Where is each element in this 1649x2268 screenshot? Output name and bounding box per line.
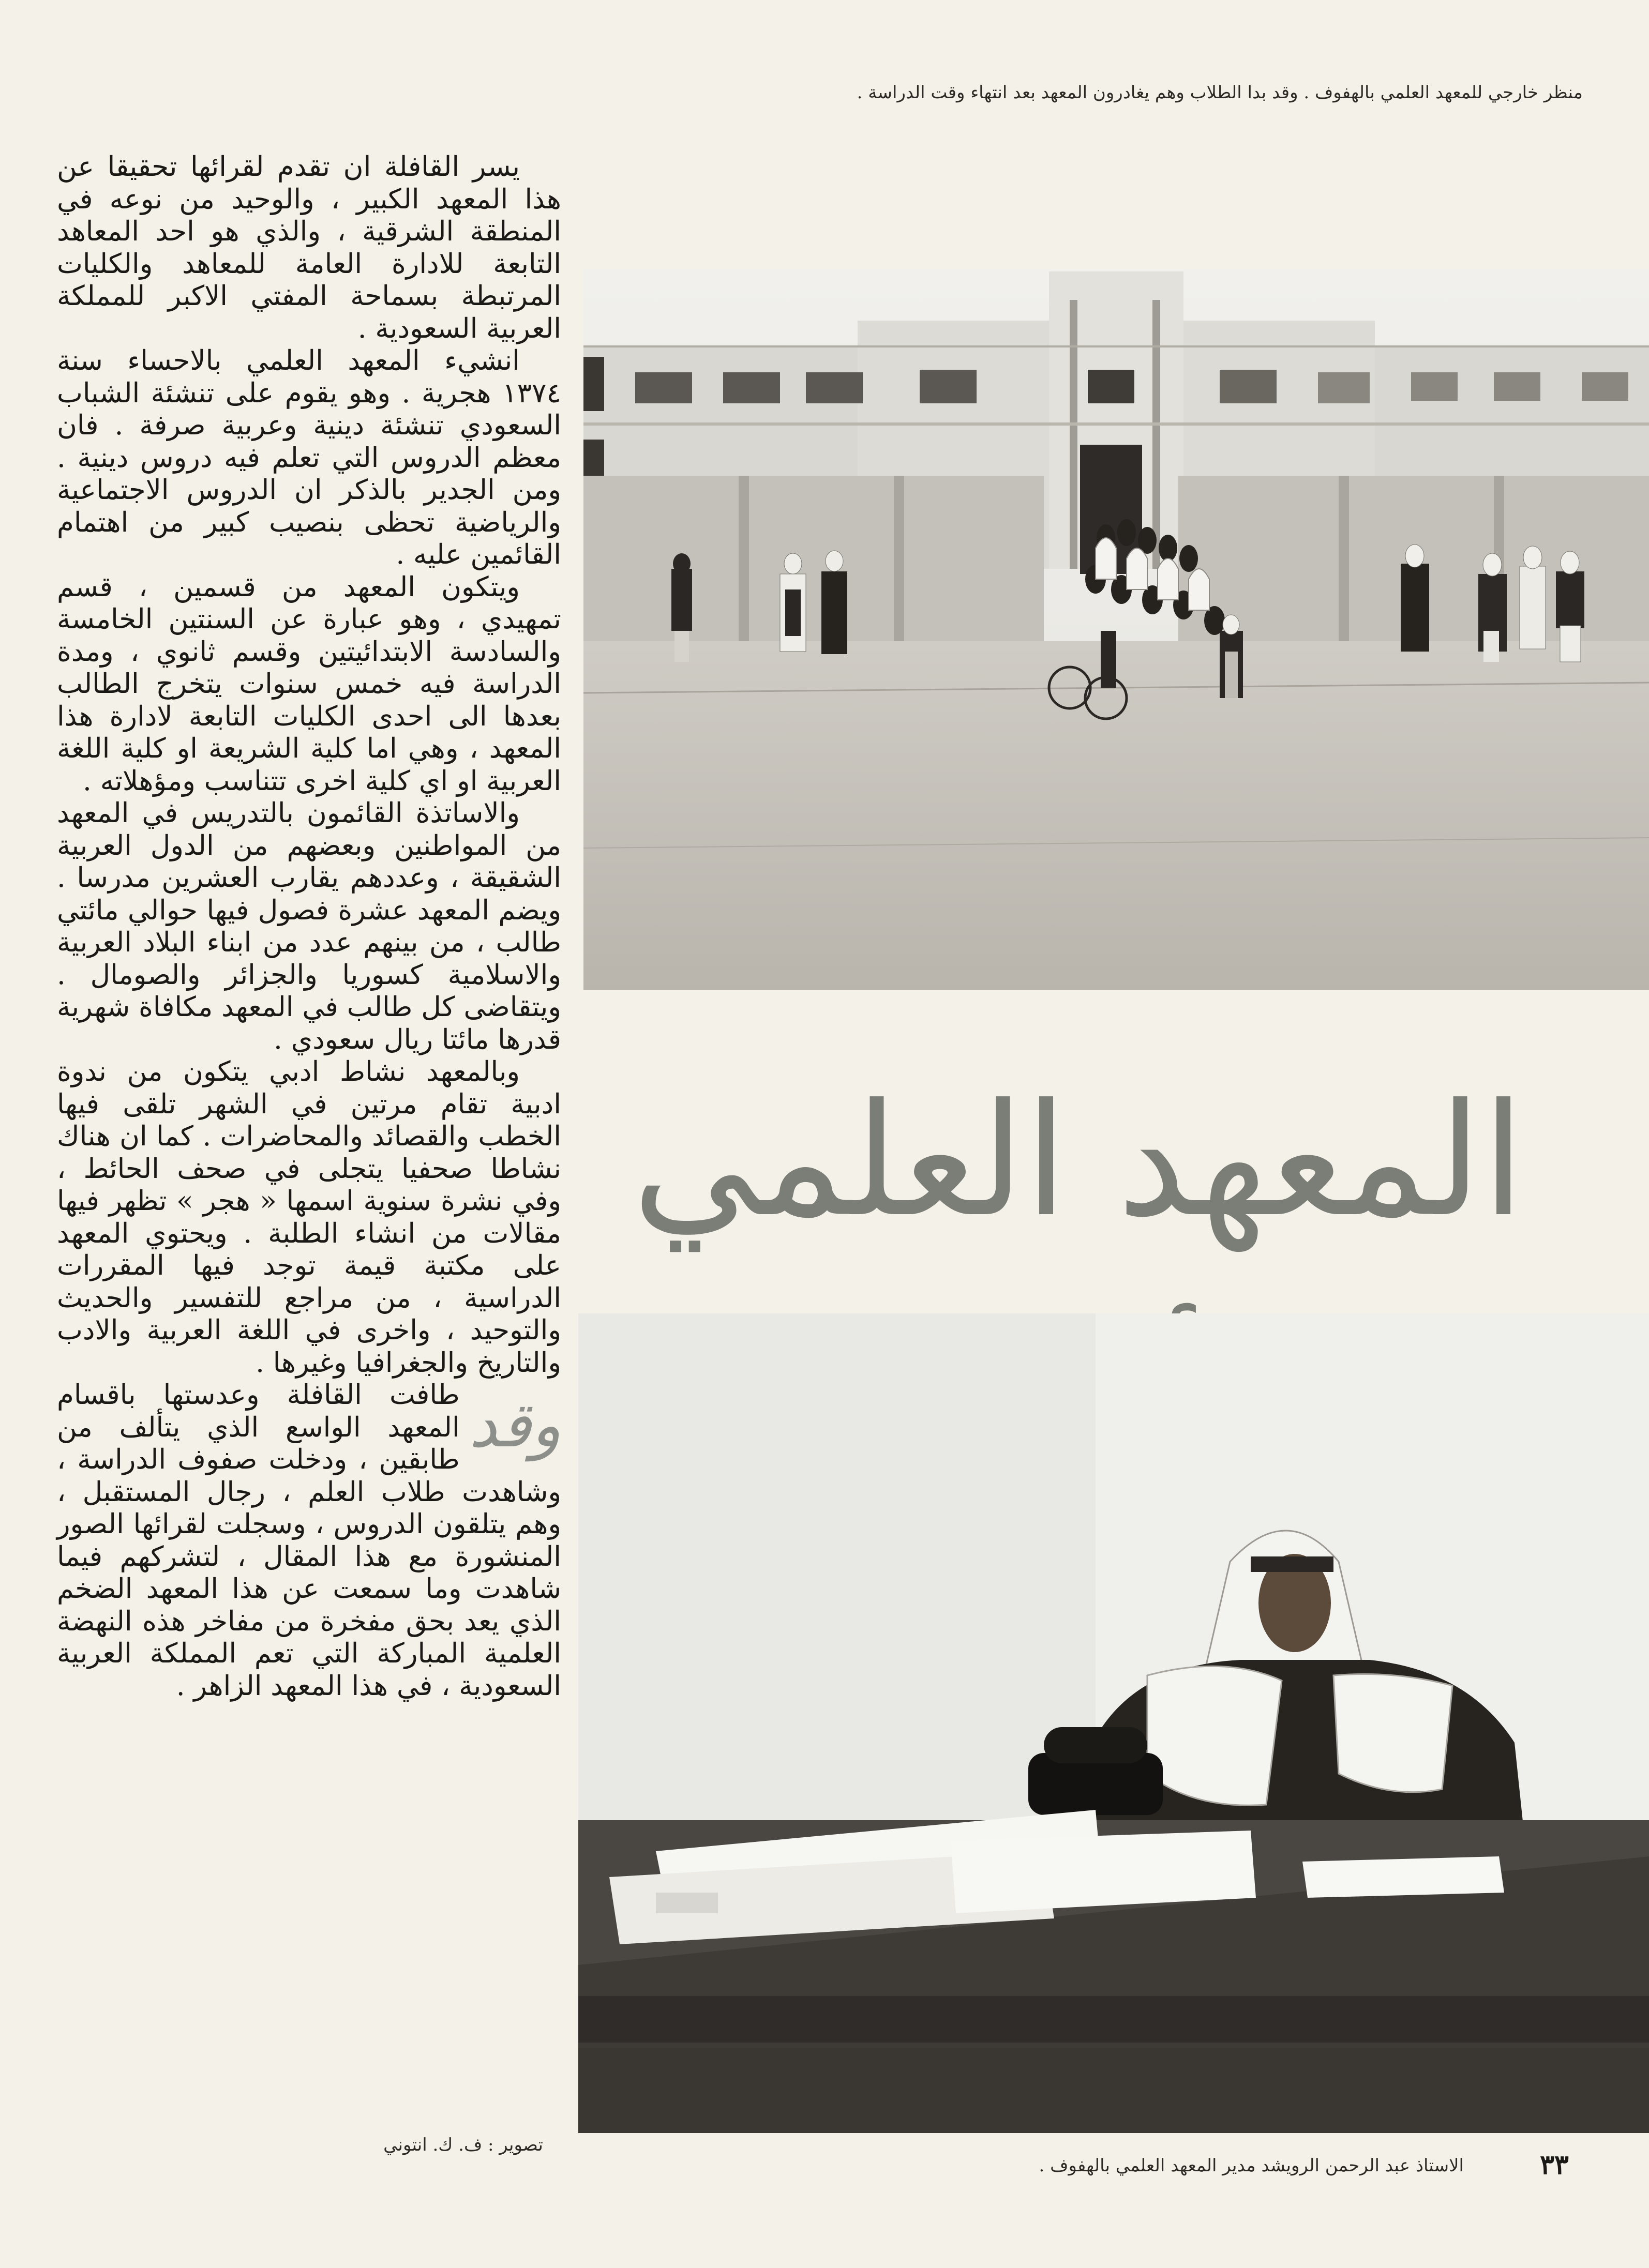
page-number: ٣٣ (1540, 2149, 1569, 2181)
closing-paragraph-text: طافت القافلة وعدستها باقسام المعهد الواسع الذي يتألف من طابقين ، ودخلت صفوف الدراسة ، وشاهدت طلاب العلم ، رجال المستقبل ، وهم يتلقون الدروس ، وسجلت لقرائها الصور المنشورة مع هذا المقال ، لتشركهم فيما شاهدت وما سمعت عن هذا المعهد الضخم الذي يعد بحق مفخرة من مفاخر هذه النهضة العلمية المباركة التي تعم المملكة العربية السعودية ، في هذا المعهد الزاهر . (57, 1379, 561, 1702)
building-photo-caption: منظر خارجي للمعهد العلمي بالهفوف . وقد بدا الطلاب وهم يغادرون المعهد بعد انتهاء وقت الدراسة . (857, 82, 1583, 103)
article-paragraph-5: وبالمعهد نشاط ادبي يتكون من ندوة ادبية تقام مرتين في الشهر تلقى فيها الخطب والقصائد والمحاضرات . كما ان هناك نشاطا صحفيا يتجلى في صحف الحائط ، وفي نشرة سنوية اسمها « هجر » تظهر فيها مقالات من انشاء الطلبة . ويحتوي المعهد على مكتبة قيمة توجد فيها المقررات الدراسية ، من مراجع للتفسير والحديث والتوحيد ، واخرى في اللغة العربية والادب والتاريخ والجغرافيا وغيرها . (57, 1056, 561, 1379)
article-body (57, 151, 561, 1702)
article-paragraph-2: انشيء المعهد العلمي بالاحساء سنة ١٣٧٤ هجرية . وهو يقوم على تنشئة الشباب السعودي تنشئة دينية وعربية صرفة . فان معظم الدروس التي تعلم فيه دروس دينية . ومن الجدير بالذكر ان الدروس الاجتماعية والرياضية تحظى بنصيب كبير من اهتمام القائمين عليه . (57, 345, 561, 570)
article-paragraph-4: والاساتذة القائمون بالتدريس في المعهد من المواطنين وبعضهم من الدول العربية الشقيقة ، وعددهم يقارب العشرين مدرسا . ويضم المعهد عشرة فصول فيها حوالي مائتي طالب ، من بينهم عدد من ابناء البلاد العربية والاسلامية كسوريا والجزائر والصومال . ويتقاضى كل طالب في المعهد مكافاة شهرية قدرها مائتا ريال سعودي . (57, 797, 561, 1055)
article-closing-paragraph (57, 1379, 561, 1702)
photo-credit: تصوير : ف. ك. انتوني (383, 2135, 543, 2155)
article-paragraph-3: ويتكون المعهد من قسمين ، قسم تمهيدي ، وهو عبارة عن السنتين الخامسة والسادسة الابتدائيتين وقسم ثانوي ، ومدة الدراسة فيه خمس سنوات يتخرج الطالب بعدها الى احدى الكليات التابعة لادارة هذا المعهد ، وهي اما كلية الشريعة او كلية اللغة العربية او اي كلية اخرى تتناسب ومؤهلاته . (57, 571, 561, 797)
article-title: المعهد العلمي (632, 1070, 1525, 1251)
decorative-drop-word: وقد (469, 1389, 561, 1461)
institute-building-photo (583, 269, 1649, 990)
article-paragraph-1: يسر القافلة ان تقدم لقرائها تحقيقا عن هذا المعهد الكبير ، والوحيد من نوعه في المنطقة الشرقية ، والذي هو احد المعاهد التابعة للادارة العامة للمعاهد والكليات المرتبطة بسماحة المفتي الاكبر للمملكة العربية السعودية . (57, 151, 561, 344)
director-photo-caption: الاستاذ عبد الرحمن الرويشد مدير المعهد العلمي بالهفوف . (1039, 2155, 1464, 2176)
director-photo (578, 1313, 1649, 2133)
